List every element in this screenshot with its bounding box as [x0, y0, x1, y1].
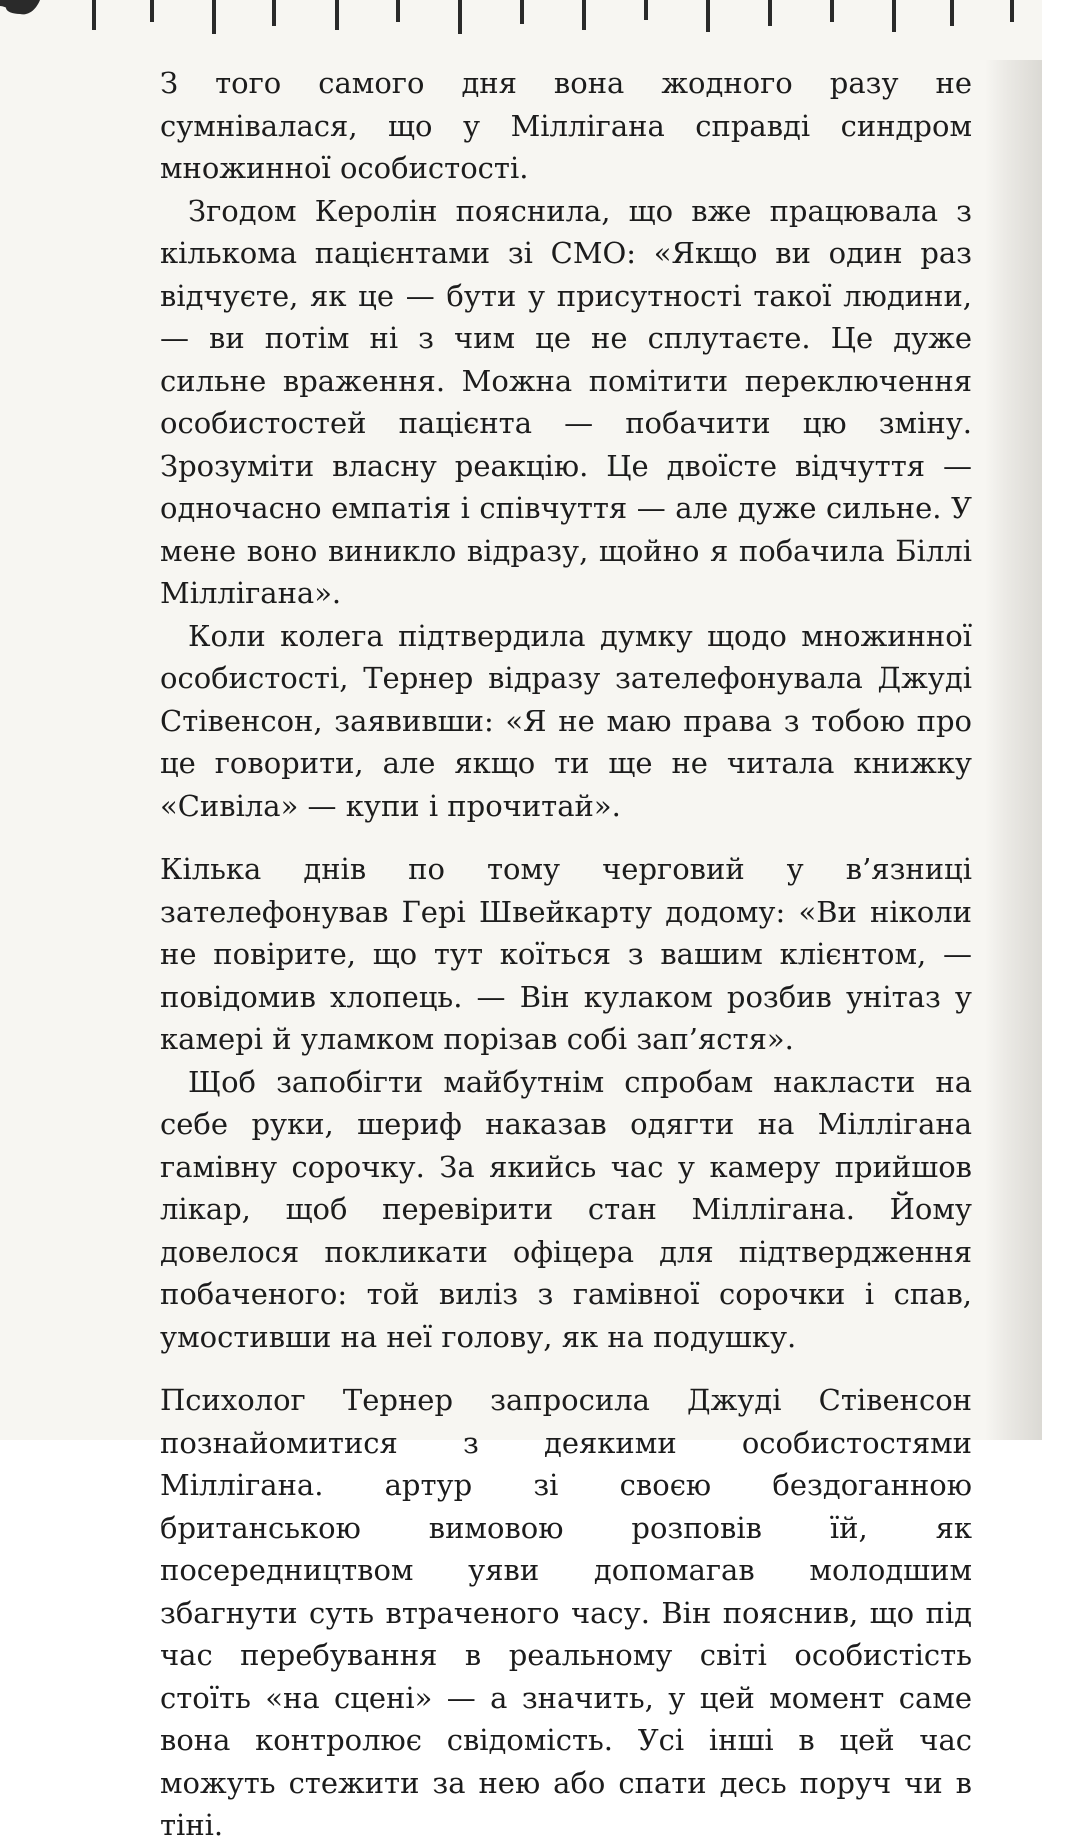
- paragraph-2: Згодом Керолін пояснила, що вже працювала з кількома пацієнтами зі СМО: «Якщо ви один раз відчуєте, як це — бути у присутності такої людини, — ви потім ні з чим це не сплутаєте. Це дуже сильне враження. Можна помітити переключення особистостей пацієнта — побачити цю зміну. Зрозуміти власну реакцію. Це двоїсте відчуття — одночасно емпатія і співчуття — але дуже сильне. У мене воно виникло відразу, щойно я побачила Біллі Міллігана».: [160, 193, 972, 610]
- paragraph-4: Кілька днів по тому черговий у в’язниці зателефонував Гері Швейкарту додому: «Ви ніколи не повірите, що тут коїться з вашим клієнтом, — повідомив хлопець. — Він кулаком розбив унітаз у камері й уламком порізав собі зап’ястя».: [160, 852, 972, 1056]
- paragraph-6: Психолог Тернер запросила Джуді Стівенсон познайомитися з деякими особистостями Міллігана. артур зі своєю бездоганною британською вимовою розповів їй, як посередництвом уяви допомагав молодшим збагнути суть втраченого часу. Він пояснив, що під час перебування в реальному світі особистість стоїть «на сцені» — а значить, у цей момент саме вона контролює свідомість. Усі інші в цей час можуть стежити за нею або спати десь поруч чи в тіні.: [160, 1383, 972, 1842]
- paragraph-1: З того самого дня вона жодного разу не сумнівалася, що у Міллігана справді синдром множинної особистості.: [160, 66, 972, 185]
- paragraph-3: Коли колега підтвердила думку щодо множинної особистості, Тернер відразу зателефонувала Джуді Стівенсон, заявивши: «Я не маю права з тобою про це говорити, але якщо ти ще не читала книжку «Сивіла» — купи і прочитай».: [160, 618, 972, 823]
- ornament-border: [0, 0, 1042, 40]
- page-edge-shadow: [985, 60, 1042, 1440]
- paragraph-5: Щоб запобігти майбутнім спробам накласти на себе руки, шериф наказав одягти на Міллігана гамівну сорочку. За якийсь час у камеру прийшов лікар, щоб перевірити стан Міллігана. Йому довелося покликати офіцера для підтвердження побаченого: той виліз з гамівної сорочки і спав, умостивши на неї голову, як на подушку.: [160, 1064, 972, 1354]
- body-text: [160, 62, 972, 1847]
